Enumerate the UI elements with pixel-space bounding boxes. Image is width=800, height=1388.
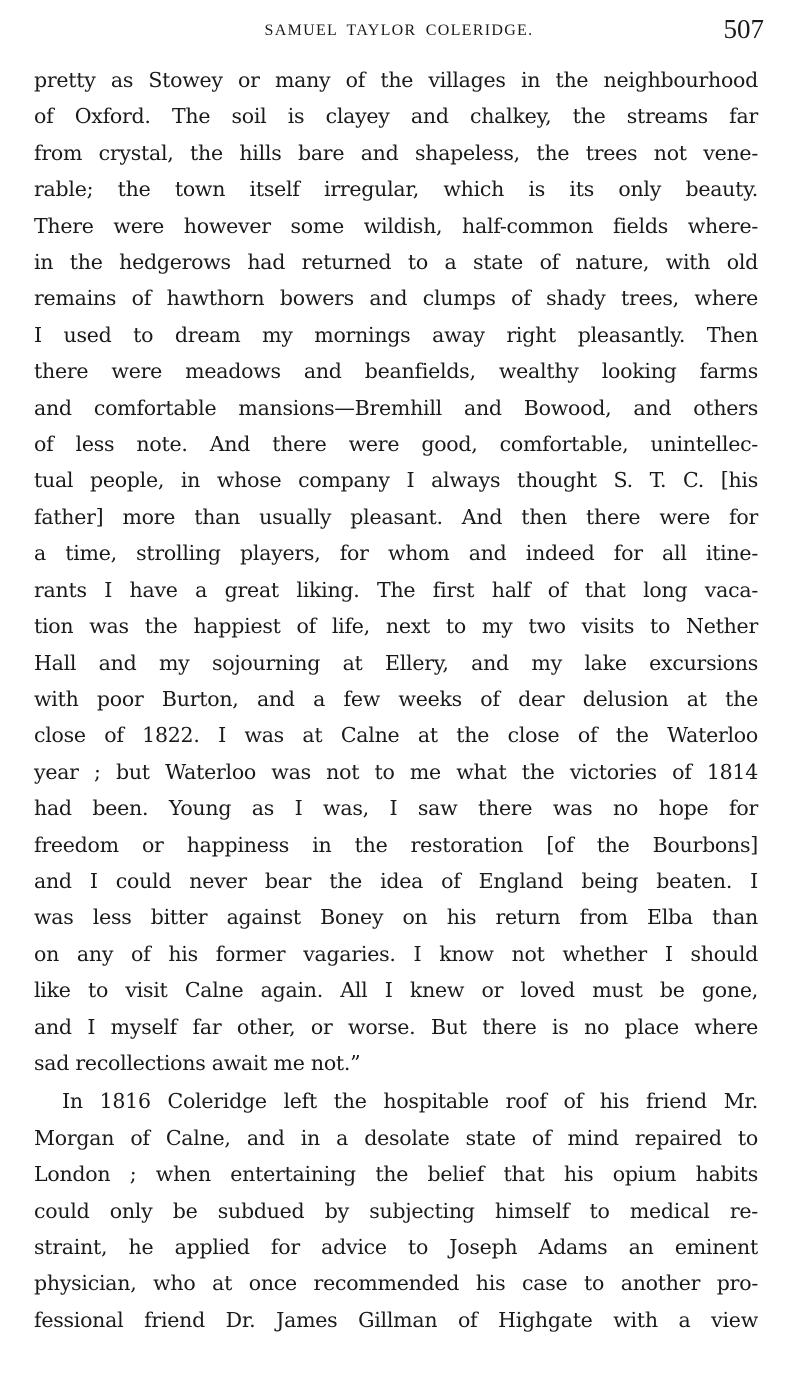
text-line: and comfortable mansions—Bremhill and Bowood, and others — [34, 395, 758, 420]
text-line: close of 1822. I was at Calne at the close of the Waterloo — [34, 723, 758, 748]
body-text — [34, 62, 758, 1338]
text-line: Morgan of Calne, and in a desolate state of mind repaired to — [34, 1125, 758, 1150]
page-number: 507 — [723, 14, 764, 44]
text-line: physician, who at once recommended his case to another pro- — [34, 1271, 758, 1296]
text-line: pretty as Stowey or many of the villages in the neighbourhood — [34, 68, 758, 92]
text-line: of less note. And there were good, comfortable, unintellec- — [34, 432, 758, 457]
text-line: with poor Burton, and a few weeks of dear delusion at the — [34, 686, 758, 711]
text-line: year ; but Waterloo was not to me what the victories of 1814 — [34, 759, 758, 784]
running-head — [34, 14, 764, 44]
text-line: There were however some wildish, half-common fields where- — [34, 213, 758, 238]
text-line: rable; the town itself irregular, which is its only beauty. — [34, 177, 758, 202]
text-line: rants I have a great liking. The first half of that long vaca- — [34, 577, 758, 602]
text-line: had been. Young as I was, I saw there was no hope for — [34, 796, 758, 821]
text-line: and I myself far other, or worse. But there is no place where — [34, 1014, 758, 1039]
text-line: like to visit Calne again. All I knew or loved must be gone, — [34, 978, 758, 1003]
text-line: on any of his former vagaries. I know not whether I should — [34, 941, 758, 966]
text-line: could only be subdued by subjecting himself to medical re- — [34, 1198, 758, 1223]
text-line: in the hedgerows had returned to a state of nature, with old — [34, 250, 758, 275]
text-line: from crystal, the hills bare and shapeless, the trees not vene- — [34, 140, 758, 165]
text-line: fessional friend Dr. James Gillman of Highgate with a view — [34, 1307, 758, 1332]
text-line: I used to dream my mornings away right pleasantly. Then — [34, 322, 758, 347]
text-line: was less bitter against Boney on his return from Elba than — [34, 905, 758, 930]
text-line: tion was the happiest of life, next to my two visits to Nether — [34, 614, 758, 639]
text-line: Hall and my sojourning at Ellery, and my lake excursions — [34, 650, 758, 675]
text-line: sad recollections await me not.” — [34, 1050, 361, 1075]
text-line: tual people, in whose company I always thought S. T. C. [his — [34, 468, 758, 493]
text-line: a time, strolling players, for whom and indeed for all itine- — [34, 541, 758, 566]
text-line: straint, he applied for advice to Joseph Adams an eminent — [34, 1235, 758, 1259]
text-line: and I could never bear the idea of England being beaten. I — [34, 868, 758, 893]
text-line: of Oxford. The soil is clayey and chalkey, the streams far — [34, 104, 758, 129]
paragraph-2 — [34, 1083, 758, 1338]
paragraph-1 — [34, 62, 758, 1081]
text-line: remains of hawthorn bowers and clumps of shady trees, where — [34, 286, 758, 311]
text-line: freedom or happiness in the restoration [of the Bourbons] — [34, 832, 758, 857]
text-line: there were meadows and beanfields, wealthy looking farms — [34, 359, 758, 384]
text-line: father] more than usually pleasant. And then there were for — [34, 504, 758, 529]
text-line: London ; when entertaining the belief that his opium habits — [34, 1162, 758, 1187]
running-title: SAMUEL TAYLOR COLERIDGE. — [264, 22, 534, 39]
text-line: In 1816 Coleridge left the hospitable roof of his friend Mr. — [62, 1089, 758, 1114]
